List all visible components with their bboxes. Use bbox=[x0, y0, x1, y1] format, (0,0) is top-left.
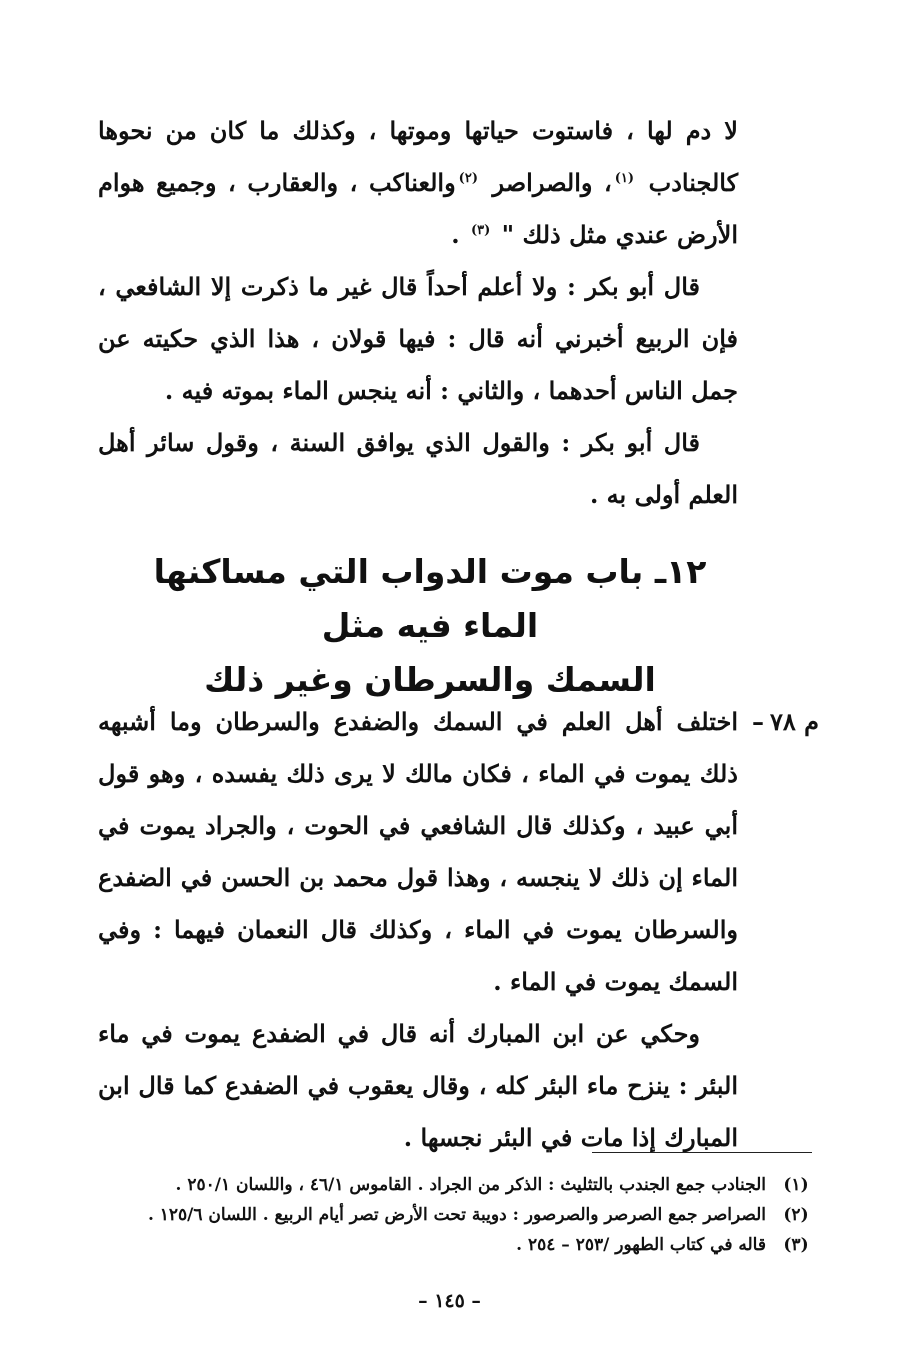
intro-text-run: والعناكب ، والعقارب ، وجميع هوام الأرض عندي مثل ذلك " bbox=[98, 168, 738, 249]
intro-text-run: . bbox=[451, 220, 460, 249]
section-number: م ٧٨ bbox=[770, 707, 819, 736]
section-dash: – bbox=[752, 707, 764, 736]
footnote-item bbox=[94, 1200, 814, 1230]
footnote-separator bbox=[592, 1152, 812, 1153]
footnote-number: (١) bbox=[783, 1175, 809, 1195]
footnote-number: (٢) bbox=[783, 1205, 809, 1225]
chapter-title bbox=[120, 545, 740, 707]
intro-paragraph-1 bbox=[98, 105, 738, 261]
page-number: – ١٤٥ – bbox=[418, 1290, 481, 1312]
footnotes bbox=[94, 1170, 814, 1260]
footnote-ref-1: (١) bbox=[614, 171, 635, 186]
chapter-title-line-2: السمك والسرطان وغير ذلك bbox=[204, 660, 656, 699]
section-paragraph-1: اختلف أهل العلم في السمك والضفدع والسرطان وما أشبهه ذلك يموت في الماء ، فكان مالك لا يرى ذلك يفسده ، وهو قول أبي عبيد ، وكذلك قال الشافعي في الحوت ، والجراد يموت في الماء إن ذلك لا ينجسه ، وهذا قول محمد بن الحسن في الضفدع والسرطان يموت في الماء ، وكذلك قال النعمان فيهما : وفي السمك يموت في الماء . bbox=[98, 707, 738, 996]
section-text bbox=[98, 696, 738, 1164]
chapter-title-line-1: ١٢ـ باب موت الدواب التي مساكنها الماء فيه مثل bbox=[153, 552, 707, 645]
footnote-item bbox=[94, 1230, 814, 1260]
footnote-item bbox=[94, 1170, 814, 1200]
footnote-ref-2: (٢) bbox=[458, 171, 478, 186]
footnote-number: (٣) bbox=[783, 1235, 809, 1255]
section-marker bbox=[752, 696, 819, 748]
section-paragraph-2: وحكي عن ابن المبارك أنه قال في الضفدع يموت في ماء البئر : ينزح ماء البئر كله ، وقال يعقوب في الضفدع كما قال ابن المبارك إذا مات في البئر نجسها . bbox=[98, 1019, 738, 1152]
intro-paragraph-2: قال أبو بكر : ولا أعلم أحداً قال غير ما ذكرت إلا الشافعي ، فإن الربيع أخبرني أنه قال : فيها قولان ، هذا الذي حكيته عن جمل الناس أحدهما ، والثاني : أنه ينجس الماء بموته فيه . bbox=[98, 272, 738, 405]
footnote-text: قاله في كتاب الطهور /٢٥٣ – ٢٥٤ . bbox=[516, 1235, 766, 1255]
footnote-text: الجنادب جمع الجندب بالتثليث : الذكر من الجراد . القاموس ٤٦/١ ، واللسان ٢٥٠/١ . bbox=[175, 1175, 766, 1195]
intro-text bbox=[98, 105, 738, 521]
footnote-text: الصراصر جمع الصرصر والصرصور : دويبة تحت الأرض تصر أيام الربيع . اللسان ١٢٥/٦ . bbox=[147, 1205, 766, 1225]
footnote-ref-3: (٣) bbox=[471, 223, 491, 238]
intro-paragraph-3: قال أبو بكر : والقول الذي يوافق السنة ، وقول سائر أهل العلم أولى به . bbox=[98, 428, 738, 509]
intro-text-run: ، والصراصر bbox=[492, 168, 612, 197]
intro-text-run: لا دم لها ، فاستوت حياتها وموتها ، وكذلك ما كان من نحوها كالجنادب bbox=[98, 116, 738, 197]
